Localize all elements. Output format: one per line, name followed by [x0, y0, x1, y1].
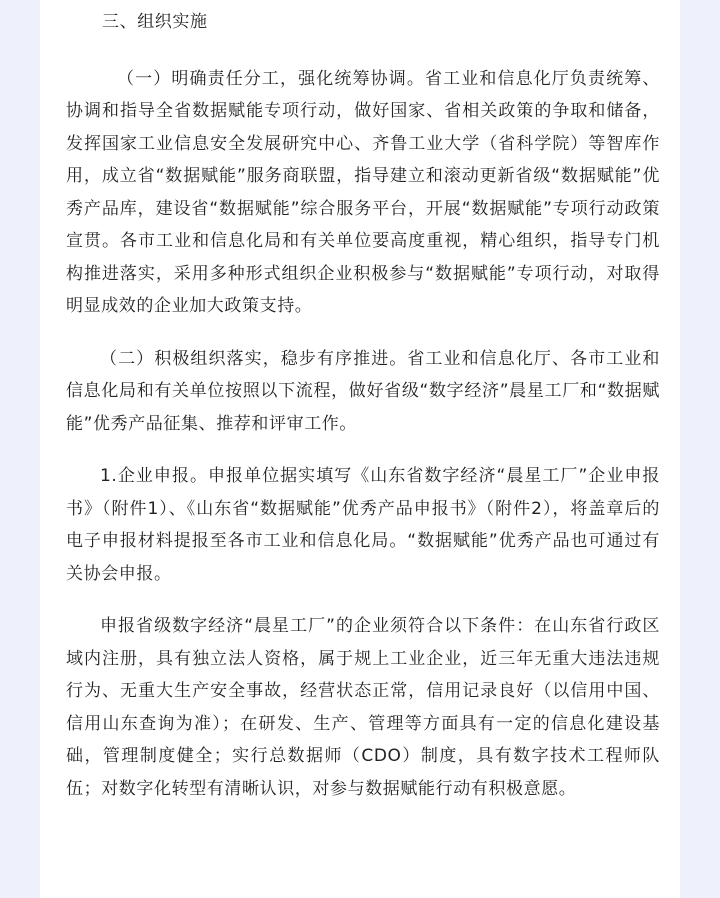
paragraph-application-conditions: 申报省级数字经济“晨星工厂”的企业须符合以下条件：在山东省行政区域内注册，具有独立法人资格，属于规上工业企业，近三年无重大违法违规行为、无重大生产安全事故，经营状态正常，信用记录良好（以信用中国、信用山东查询为准）；在研发、生产、管理等方面具有一定的信息化建设基础，管理制度健全；实行总数据师（CDO）制度，具有数字技术工程师队伍；对数字化转型有清晰认识，对参与数据赋能行动有积极意愿。 [66, 616, 660, 799]
section-heading: 三、组织实施 [102, 12, 208, 32]
paragraph-responsibility: （一）明确责任分工，强化统筹协调。省工业和信息化厅负责统筹、协调和指导全省数据赋能专项行动，做好国家、省相关政策的争取和储备，发挥国家工业信息安全发展研究中心、齐鲁工业大学（省科学院）等智库作用，成立省“数据赋能”服务商联盟，指导建立和滚动更新省级“数据赋能”优秀产品库，建设省“数据赋能”综合服务平台，开展“数据赋能”专项行动政策宣贯。各市工业和信息化局和有关单位要高度重视，精心组织，指导专门机构推进落实，采用多种形式组织企业积极参与“数据赋能”专项行动，对取得明显成效的企业加大政策支持。 [66, 68, 660, 316]
document-page [40, 0, 680, 898]
document-body [66, 0, 660, 805]
paragraph-enterprise-application: 1.企业申报。申报单位据实填写《山东省数字经济“晨星工厂”企业申报书》（附件1）、《山东省“数据赋能”优秀产品申报书》（附件2），将盖章后的电子申报材料提报至各市工业和信息化局。“数据赋能”优秀产品也可通过有关协会申报。 [66, 466, 660, 584]
paragraph-implementation: （二）积极组织落实，稳步有序推进。省工业和信息化厅、各市工业和信息化局和有关单位按照以下流程，做好省级“数字经济”晨星工厂和“数据赋能”优秀产品征集、推荐和评审工作。 [66, 348, 660, 434]
